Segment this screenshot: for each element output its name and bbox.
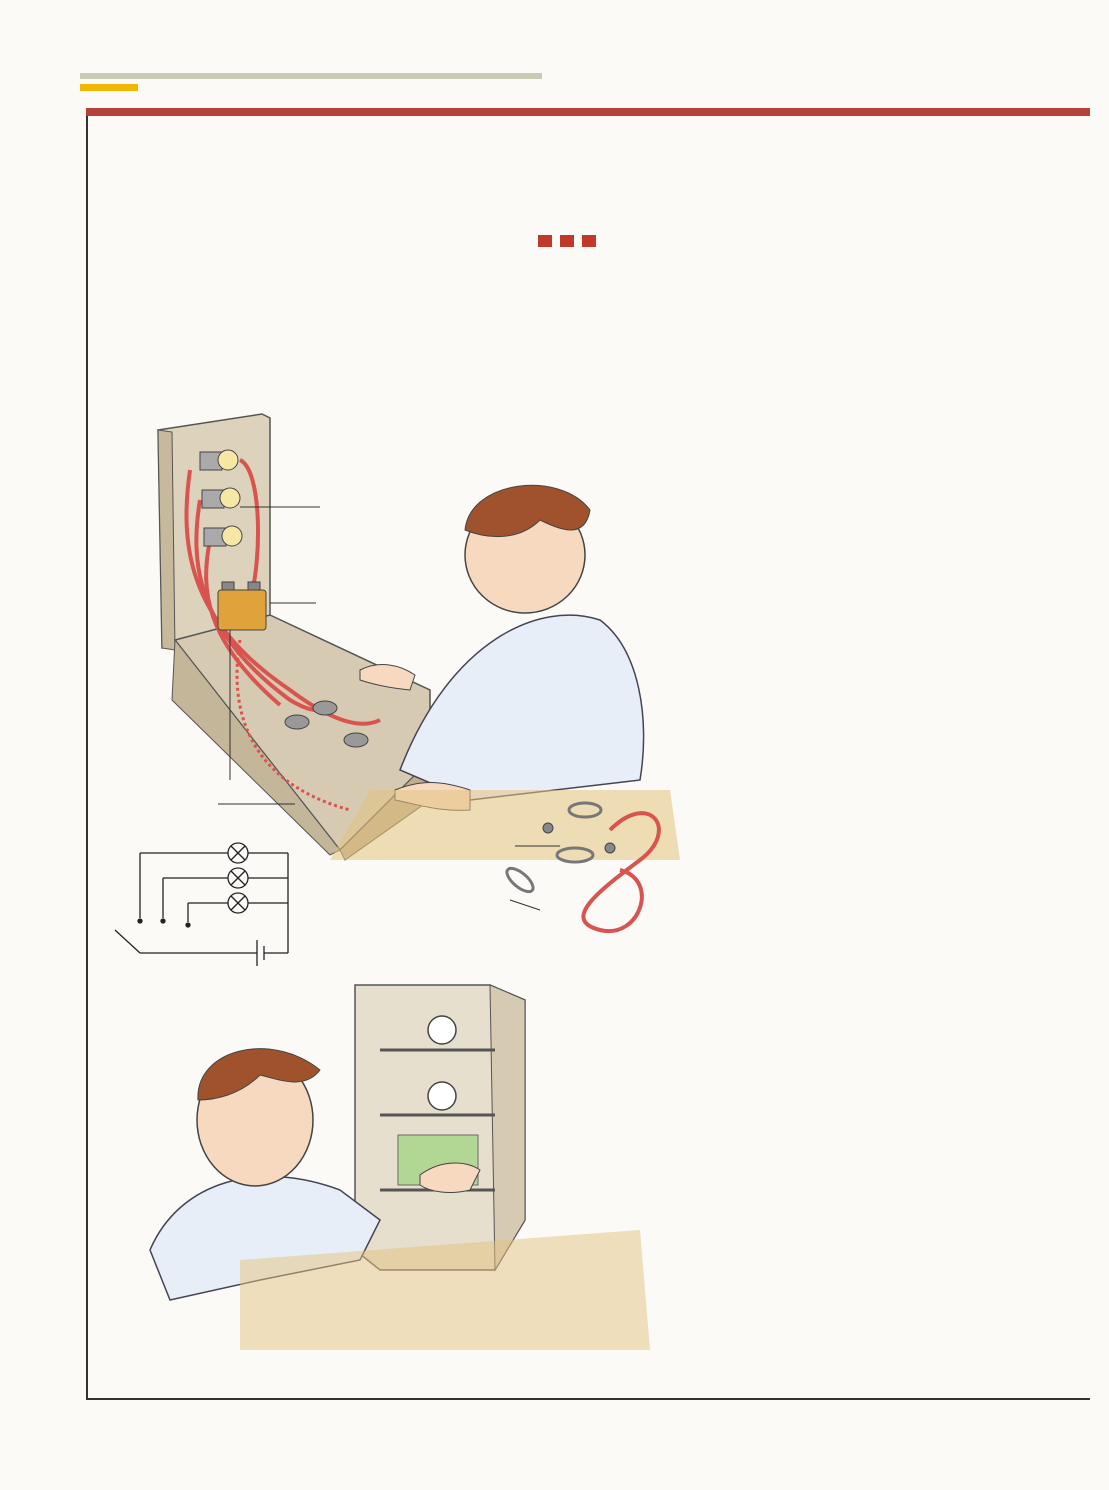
- bulb-3: [204, 526, 242, 546]
- boy-figure-1: [360, 485, 644, 810]
- shelf-box-illustration: [355, 985, 525, 1270]
- circuit-schematic: [115, 843, 288, 966]
- bulb-2: [202, 488, 240, 508]
- bulb-1: [200, 450, 238, 470]
- table-top: [330, 790, 680, 860]
